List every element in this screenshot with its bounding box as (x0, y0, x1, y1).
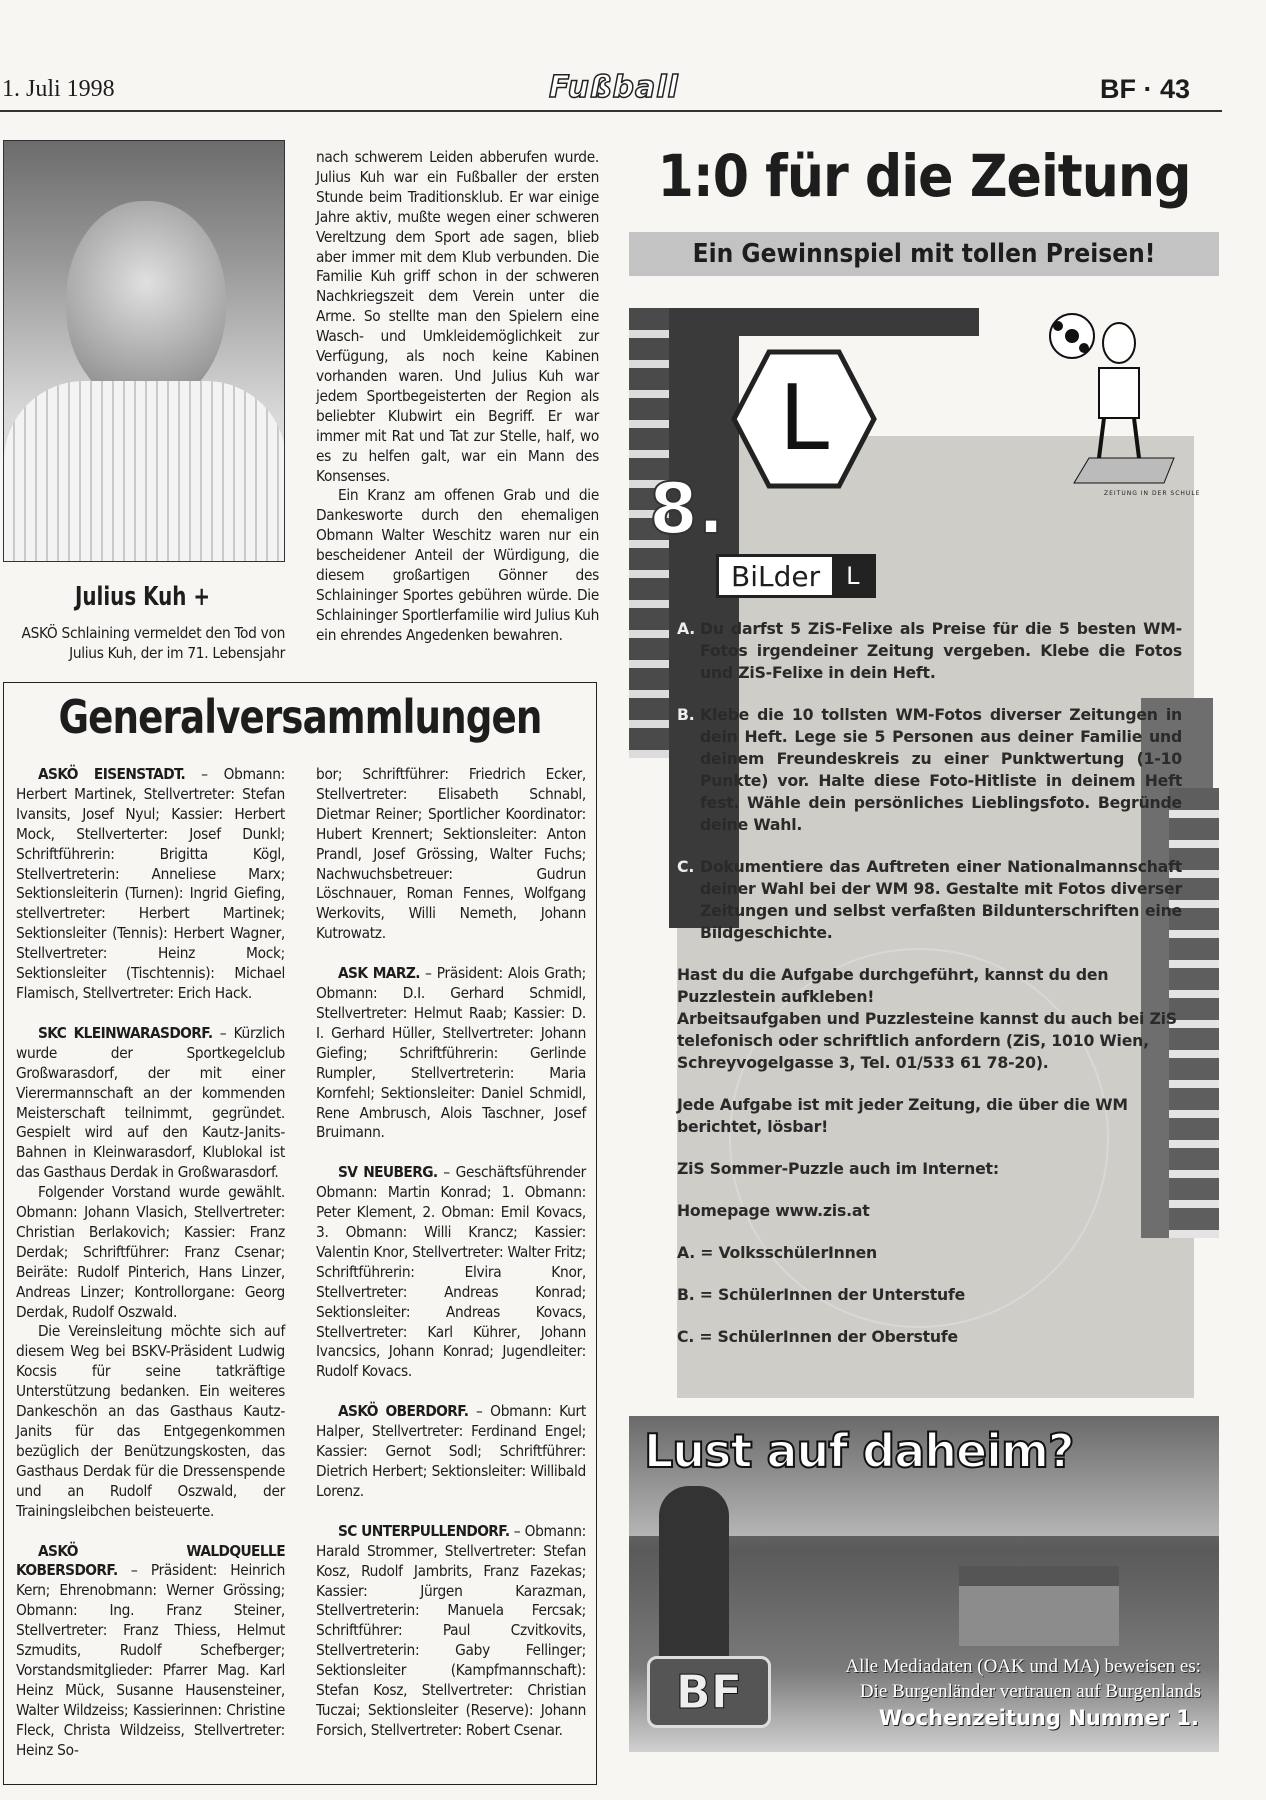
assemblies-right-column (316, 765, 586, 1741)
done-note: Hast du die Aufgabe durchgeführt, kannst du den Puzzlestein aufkleben! (677, 965, 1109, 1006)
header-rule (0, 110, 1222, 112)
level-a: A. = VolksschülerInnen (677, 1243, 877, 1262)
paragraph: Die Vereinsleitung möchte sich auf diesem Weg bei BSKV-Präsident Ludwig Kocsis für seine tatkräftige Unterstützung bedanken. Ein weiteres Dankeschön an das Gasthaus Kautz-Janits für das Entgegenkommen bezüglich der Benützungskosten, das Gasthaus Derdak für die Dressenspende und an Rudolf Oszwald, der Trainingsleibchen beisteuerte. (16, 1322, 285, 1520)
puzzle-graphic (629, 308, 1219, 1398)
club-name: SKC KLEINWARASDORF. (38, 1023, 213, 1042)
issue-date: 1. Juli 1998 (2, 76, 115, 102)
task-a: A. Du darfst 5 ZiS-Felixe als Preise für die 5 besten WM- Fotos irgendeiner Zeitung vergeben. Klebe die Fotos und ZiS-Felixe in dein Heft. (677, 619, 1182, 682)
contest-instructions (677, 618, 1182, 1368)
club-text: – Kürzlich wurde der Sportkegelclub Großwarasdorf, der mit einer Vierermannschaft an der kommenden Meisterschaft teilnimmt, gegründet. Gespielt wird auf den Kautz-Janits-Bahnen in Kleinwarasdorf, Klublokal ist das Gasthaus Derdak in Großwarasdorf. (16, 1023, 285, 1182)
ad-title: Lust auf daheim? (644, 1424, 1074, 1478)
ad-line: Wochenzeitung Nummer 1. (878, 1706, 1199, 1730)
hexagon-badge-icon (729, 344, 879, 494)
assemblies-title: Generalversammlungen (58, 690, 542, 744)
obituary-lead: ASKÖ Schlaining vermeldet den Tod von Julius Kuh, der im 71. Lebensjahr (21, 624, 285, 662)
section-title: Fußball (549, 70, 679, 105)
bf-logo: BF (647, 1656, 771, 1728)
club-name: ASKÖ EISENSTADT. (38, 765, 186, 783)
task-c: C. Dokumentiere das Auftreten einer Nationalmannschaft deiner Wahl bei der WM 98. Gestalte mit Fotos diverser Zeitungen und selbst verfaßten Bildunterschriften eine Bildgeschichte. (677, 857, 1182, 942)
mascot-football-icon: ZEITUNG IN DER SCHULE (1044, 308, 1219, 493)
club-name: ASKÖ WALDQUELLE KOBERSDORF. (16, 1541, 285, 1580)
club-text: – Obmann: Kurt Halper, Stellvertreter: Ferdinand Engel; Kassier: Gernot Sodl; Schriftführer: Dietrich Herbert; Sektionsleiter: Willibald Lorenz. (316, 1402, 586, 1500)
paragraph: Folgender Vorstand wurde gewählt. Obmann: Johann Vlasich, Stellvertreter: Christian Berlakovich; Kassier: Franz Derdak; Schriftführer: Franz Csenar; Beiräte: Rudolf Pinterich, Hans Linzer, Andreas Linzer; Kontrollorgane: Georg Derdak, Rudolf Oszwald. (16, 1183, 285, 1321)
obituary-title: Julius Kuh + (74, 582, 210, 612)
club-text: – Geschäftsführender Obmann: Martin Konrad; 1. Obmann: Peter Klement, 2. Obman: Emil Kovacs, 3. Obmann: Willi Krancz; Kassier: Valentin Knor, Stellvertreter: Walter Fritz; Schriftführerin: Elvira Knor, Stellvertreter: Andreas Konrad; Sektionsleiter: Andreas Kovacs, Stellvertreter: Karl Kührer, Johann Ivancsics, Johann Konrad; Jugendleiter: Rudolf Kovacs. (316, 1163, 586, 1381)
bilder-label: BiLder L (716, 554, 876, 598)
paragraph: nach schwerem Leiden abberufen wurde. Julius Kuh war ein Fußballer der ersten Stunde beim Traditionsklub. Er war einige Jahre aktiv, mußte wegen einer schweren Vereltzung dem Sport ade sagen, blieb aber immer mit dem Klub verbunden. Die Familie Kuh griff schon in der schweren Nachkriegszeit dem Verein unter die Arme. So stellte man den Spielern eine Wasch- und Umkleidemöglichkeit zur Verfügung, als noch keine Kabinen vorhanden waren. Und Julius Kuh war jedem Sportbegeisterten der Region als beliebter Klubwirt ein Begriff. Er war immer mit Rat und Tat zur Stelle, half, wo es zu helfen galt, war ein Mann des Konsenses. (316, 148, 599, 485)
puzzle-number: 8. (649, 468, 725, 550)
paragraph: Ein Kranz am offenen Grab und die Dankesworte durch den ehemaligen Obmann Walter Weschitz waren nur ein bescheidener Anteil der Würdigung, die diesem großartigen Gönner des Schlaininger Sportes gebühren würde. Die Schlaininger Sportlerfamilie wird Julius Kuh ein ehrendes Angedenken bewahren. (316, 486, 599, 644)
contest-title: 1:0 für die Zeitung (657, 142, 1191, 210)
order-note: Arbeitsaufgaben und Puzzlesteine kannst du auch bei ZiS telefonisch oder schriftlich anfordern (ZiS, 1010 Wien, Schreyvogelgasse 3, Tel. 01/533 61 78-20). (677, 1009, 1177, 1072)
paragraph: bor; Schriftführer: Friedrich Ecker, Stellvertreter: Elisabeth Schnabl, Dietmar Reiner; Sportlicher Koordinator: Hubert Krennert; Sektionsleiter: Anton Prandl, Josef Grössing, Walter Fuchs; Nachwuchsbetreuer: Gudrun Löschnauer, Roman Fennes, Wolfgang Werkovits, Willi Nemeth, Johann Kutrowatz. (316, 765, 586, 943)
assemblies-left-column (16, 765, 285, 1761)
any-note: Jede Aufgabe ist mit jeder Zeitung, die über die WM berichtet, lösbar! (677, 1095, 1128, 1136)
club-name: SC UNTERPULLENDORF. (338, 1521, 510, 1540)
page-number: BF · 43 (1100, 74, 1191, 104)
club-text: – Obmann: Harald Strommer, Stellvertreter: Stefan Kosz, Rudolf Jambrits, Franz Fazekas; Kassier: Jürgen Karazman, Stellvertreterin: Manuela Fercsak; Schriftführer: Paul Czvitkovits, Stellvertreterin: Gaby Fellinger; Sektionsleiter (Kampfmannschaft): Stefan Kosz, Stellvertreter: Christian Tuczai; Sektionsleiter (Reserve): Johann Forsich, Stellvertreter: Robert Csenar. (316, 1521, 586, 1739)
svg-text:L: L (778, 366, 830, 471)
homepage-link[interactable]: Homepage www.zis.at (677, 1201, 870, 1220)
task-b: B. Klebe die 10 tollsten WM-Fotos diverser Zeitungen in dein Heft. Lege sie 5 Personen aus deiner Familie und deinem Freundeskreis zu einer Punktwertung (1-10 Punkte) vor. Halte diese Foto-Hitliste in deinem Heft fest. Wähle dein persönliches Lieblingsfoto. Begründe deine Wahl. (677, 705, 1182, 834)
club-text: – Präsident: Alois Grath; Obmann: D.I. Gerhard Schmidl, Stellvertreter: Helmut Raab; Kassier: D. I. Gerhard Hüller, Stellvertreter: Johann Giefing; Schriftführerin: Gerlinde Rumpler, Stellvertreterin: Maria Kornfehl; Sektionsleiter: Daniel Schmidl, Rene Ambrusch, Alois Taschner, Josef Bruimann. (316, 964, 586, 1142)
club-name: ASK MARZ. (338, 964, 420, 983)
club-text: – Obmann: Herbert Martinek, Stellvertreter: Stefan Ivansits, Josef Nyul; Kassier: Herbert Mock, Stellverterter: Josef Dunkl; Schriftführerin: Brigitta Kögl, Stellvertreterin: Anneliese Marx; Sektionsleiterin (Turnen): Ingrid Giefing, stellvertreter: Herbert Martinek; Sektionsleiter (Tennis): Herbert Wagner, Stellvertreter: Heinz Mock; Sektionsleiter (Tischtennis): Michael Flamisch, Stellvertreter: Erich Hack. (16, 765, 285, 1002)
ad-line: Die Burgenländer vertrauen auf Burgenlands (859, 1681, 1201, 1702)
advertisement (629, 1416, 1219, 1752)
ad-line: Alle Mediadaten (OAK und MA) beweisen es: (845, 1656, 1201, 1677)
portrait-photo (3, 140, 285, 562)
obituary-body (316, 148, 599, 646)
club-text: – Präsident: Heinrich Kern; Ehrenobmann: Werner Grössing; Obmann: Ing. Franz Steiner, Stellvertreter: Franz Thiess, Helmut Szmudits, Rudolf Schefberger; Vorstandsmitglieder: Pfarrer Mag. Karl Heinz Mück, Susanne Hausensteiner, Walter Wildzeiss; Kassierinnen: Christine Fleck, Christa Wildzeiss, Stellvertreter: Heinz So- (16, 1561, 285, 1759)
club-name: ASKÖ OBERDORF. (338, 1402, 469, 1421)
level-b: B. = SchülerInnen der Unterstufe (677, 1285, 966, 1304)
contest-subtitle: Ein Gewinnspiel mit tollen Preisen! (629, 232, 1219, 276)
level-c: C. = SchülerInnen der Oberstufe (677, 1327, 958, 1346)
club-name: SV NEUBERG. (338, 1163, 438, 1182)
internet-note: ZiS Sommer-Puzzle auch im Internet: (677, 1159, 999, 1178)
